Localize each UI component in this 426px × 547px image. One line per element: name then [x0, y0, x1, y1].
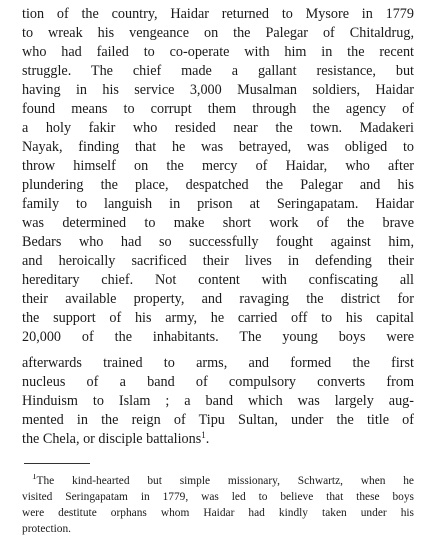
- footnote-line-2: visited Seringapatam in 1779, was led to believe that these boys: [22, 491, 414, 503]
- last-line-period: .: [205, 431, 210, 447]
- body-line-5: having in his service 3,000 Musalman soldiers, Haidar: [22, 82, 414, 98]
- body-line-12: was determined to make short work of the brave: [22, 215, 414, 231]
- body-line-14: and heroically sacrificed their lives in defending their: [22, 253, 414, 269]
- body-line-6: found means to corrupt them through the agency of: [22, 101, 414, 117]
- footnote-divider: [24, 463, 90, 464]
- footnote-reference: 1: [201, 430, 206, 440]
- body-line-18: 20,000 of the inhabitants. The young boys were: [22, 329, 414, 345]
- body-line-10: plundering the place, despatched the Palegar and his: [22, 177, 414, 193]
- footnote-line-1: [22, 474, 414, 489]
- body-line-19: afterwards trained to arms, and formed the first: [22, 355, 414, 371]
- body-line-23: [22, 430, 414, 448]
- body-line-8: Nayak, finding that he was betrayed, was obliged to: [22, 139, 414, 155]
- body-line-20: nucleus of a band of compulsory converts from: [22, 374, 414, 390]
- body-line-21: Hinduism to Islam ; a band which was largely aug-: [22, 393, 414, 409]
- body-line-15: hereditary chief. Not content with confiscating all: [22, 272, 414, 288]
- body-line-13: Bedars who had so successfully fought against him,: [22, 234, 414, 250]
- body-line-4: struggle. The chief made a gallant resistance, but: [22, 63, 414, 79]
- body-line-16: their available property, and ravaging the district for: [22, 291, 414, 307]
- footnote-line-4: protection.: [22, 523, 72, 535]
- footnote-line-3: were destitute orphans whom Haidar had kindly taken under his: [22, 507, 414, 519]
- body-line-9: throw himself on the mercy of Haidar, who after: [22, 158, 414, 174]
- body-line-7: a holy fakir who resided near the town. Madakeri: [22, 120, 414, 136]
- footnote-line-1-text: The kind-hearted but simple missionary, Schwartz, when he: [36, 475, 414, 487]
- last-line-text: the Chela, or disciple battalions: [22, 431, 202, 447]
- body-line-22: mented in the reign of Tipu Sultan, under the title of: [22, 412, 414, 428]
- body-line-11: family to languish in prison at Seringapatam. Haidar: [22, 196, 414, 212]
- body-line-17: the support of his army, he carried off to his capital: [22, 310, 414, 326]
- body-line-1: tion of the country, Haidar returned to Mysore in 1779: [22, 6, 414, 22]
- footnote-marker: 1: [32, 474, 37, 481]
- body-line-3: who had failed to co-operate with him in the recent: [22, 44, 414, 60]
- body-line-2: to wreak his vengeance on the Palegar of Chitaldrug,: [22, 25, 414, 41]
